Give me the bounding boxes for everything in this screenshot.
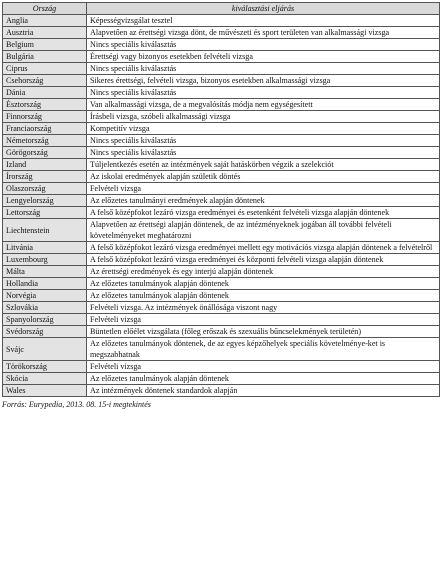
table-row: [3, 338, 440, 361]
procedure-cell: Felvételi vizsga: [87, 183, 440, 195]
table-row: [3, 361, 440, 373]
procedure-cell: Alapvetően az érettségi alapján döntenek, de az intézményeknek jogában áll további felvételi követelményeket meghatározni: [87, 219, 440, 242]
procedure-cell: Az iskolai eredmények alapján születik döntés: [87, 171, 440, 183]
table-row: [3, 219, 440, 242]
country-cell: Izland: [3, 159, 87, 171]
procedure-cell: Az érettségi eredmények és egy interjú alapján döntenek: [87, 266, 440, 278]
procedure-cell: Túljelentkezés esetén az intézmények saját hatáskörben végzik a szelekciót: [87, 159, 440, 171]
table-row: [3, 385, 440, 397]
country-cell: Finnország: [3, 111, 87, 123]
procedure-cell: Büntetlen előélet vizsgálata (főleg erőszak és szexuális bűncselekmények területén): [87, 326, 440, 338]
procedure-cell: Nincs speciális kiválasztás: [87, 147, 440, 159]
header-country: Ország: [3, 3, 87, 15]
procedure-cell: Kompetitív vizsga: [87, 123, 440, 135]
country-cell: Észtország: [3, 99, 87, 111]
procedure-cell: Van alkalmassági vizsga, de a megvalósítás módja nem egységesített: [87, 99, 440, 111]
table-row: [3, 27, 440, 39]
table-row: [3, 111, 440, 123]
country-cell: Olaszország: [3, 183, 87, 195]
header-procedure: kiválasztási eljárás: [87, 3, 440, 15]
country-cell: Litvánia: [3, 242, 87, 254]
procedure-cell: Sikeres érettségi, felvételi vizsga, bizonyos esetekben alkalmassági vizsga: [87, 75, 440, 87]
country-cell: Svájc: [3, 338, 87, 361]
procedure-cell: Felvételi vizsga: [87, 361, 440, 373]
table-row: [3, 123, 440, 135]
country-cell: Málta: [3, 266, 87, 278]
country-cell: Dánia: [3, 87, 87, 99]
country-cell: Németország: [3, 135, 87, 147]
table-row: [3, 135, 440, 147]
table-row: [3, 171, 440, 183]
header-row: [3, 3, 440, 15]
country-cell: Norvégia: [3, 290, 87, 302]
country-cell: Spanyolország: [3, 314, 87, 326]
procedure-cell: A felső középfokot lezáró vizsga eredményei és központi felvételi vizsga alapján döntenek: [87, 254, 440, 266]
procedure-cell: Az előzetes tanulmányok alapján döntenek: [87, 290, 440, 302]
country-cell: Hollandia: [3, 278, 87, 290]
table-row: [3, 159, 440, 171]
procedure-cell: Nincs speciális kiválasztás: [87, 87, 440, 99]
country-cell: Csehország: [3, 75, 87, 87]
country-cell: Ciprus: [3, 63, 87, 75]
table-row: [3, 326, 440, 338]
table-row: [3, 278, 440, 290]
country-cell: Lengyelország: [3, 195, 87, 207]
country-cell: Franciaország: [3, 123, 87, 135]
table-row: [3, 207, 440, 219]
table-row: [3, 75, 440, 87]
table-body: [3, 15, 440, 397]
procedure-cell: Az előzetes tanulmányok döntenek, de az egyes képzőhelyek speciális követelménye-ket is megszabhatnak: [87, 338, 440, 361]
procedure-cell: Írásbeli vizsga, szóbeli alkalmassági vizsga: [87, 111, 440, 123]
procedure-cell: Alapvetően az érettségi vizsga dönt, de művészeti és sport területen van alkalmassági vizsga: [87, 27, 440, 39]
table-row: [3, 373, 440, 385]
procedure-cell: A felső középfokot lezáró vizsga eredményei mellett egy motivációs vizsga alapján döntenek a felvételről: [87, 242, 440, 254]
country-cell: Szlovákia: [3, 302, 87, 314]
procedure-cell: Képességvizsgálat tesztel: [87, 15, 440, 27]
country-cell: Belgium: [3, 39, 87, 51]
country-cell: Wales: [3, 385, 87, 397]
table-row: [3, 39, 440, 51]
table-row: [3, 63, 440, 75]
country-cell: Skócia: [3, 373, 87, 385]
table-row: [3, 254, 440, 266]
procedure-cell: Felvételi vizsga. Az intézmények önállósága viszont nagy: [87, 302, 440, 314]
procedure-cell: Az előzetes tanulmányok alapján döntenek: [87, 278, 440, 290]
table-row: [3, 51, 440, 63]
table-row: [3, 314, 440, 326]
procedure-cell: Nincs speciális kiválasztás: [87, 135, 440, 147]
document-page: [2, 2, 439, 410]
procedure-cell: Az előzetes tanulmányok alapján döntenek: [87, 373, 440, 385]
table-row: [3, 266, 440, 278]
procedure-cell: Nincs speciális kiválasztás: [87, 63, 440, 75]
procedure-cell: Az intézmények döntenek standardok alapján: [87, 385, 440, 397]
table-row: [3, 99, 440, 111]
country-cell: Írország: [3, 171, 87, 183]
table-row: [3, 195, 440, 207]
procedure-cell: Az előzetes tanulmányi eredmények alapján döntenek: [87, 195, 440, 207]
table-row: [3, 15, 440, 27]
procedure-cell: Nincs speciális kiválasztás: [87, 39, 440, 51]
table-row: [3, 290, 440, 302]
country-cell: Luxembourg: [3, 254, 87, 266]
table-row: [3, 183, 440, 195]
country-cell: Svédország: [3, 326, 87, 338]
table-row: [3, 87, 440, 99]
country-cell: Liechtenstein: [3, 219, 87, 242]
procedure-cell: A felső középfokot lezáró vizsga eredményei és esetenként felvételi vizsga alapján döntenek: [87, 207, 440, 219]
country-cell: Bulgária: [3, 51, 87, 63]
table-row: [3, 242, 440, 254]
country-cell: Törökország: [3, 361, 87, 373]
table-row: [3, 147, 440, 159]
country-cell: Görögország: [3, 147, 87, 159]
country-cell: Ausztria: [3, 27, 87, 39]
country-cell: Lettország: [3, 207, 87, 219]
country-cell: Anglia: [3, 15, 87, 27]
source-note: Forrás: Eurypedia, 2013. 08. 15-i megtekintés: [2, 400, 151, 409]
table-header: [3, 3, 440, 15]
procedure-cell: Érettségi vagy bizonyos esetekben felvételi vizsga: [87, 51, 440, 63]
procedure-cell: Felvételi vizsga: [87, 314, 440, 326]
table-row: [3, 302, 440, 314]
selection-procedures-table: [2, 2, 440, 397]
